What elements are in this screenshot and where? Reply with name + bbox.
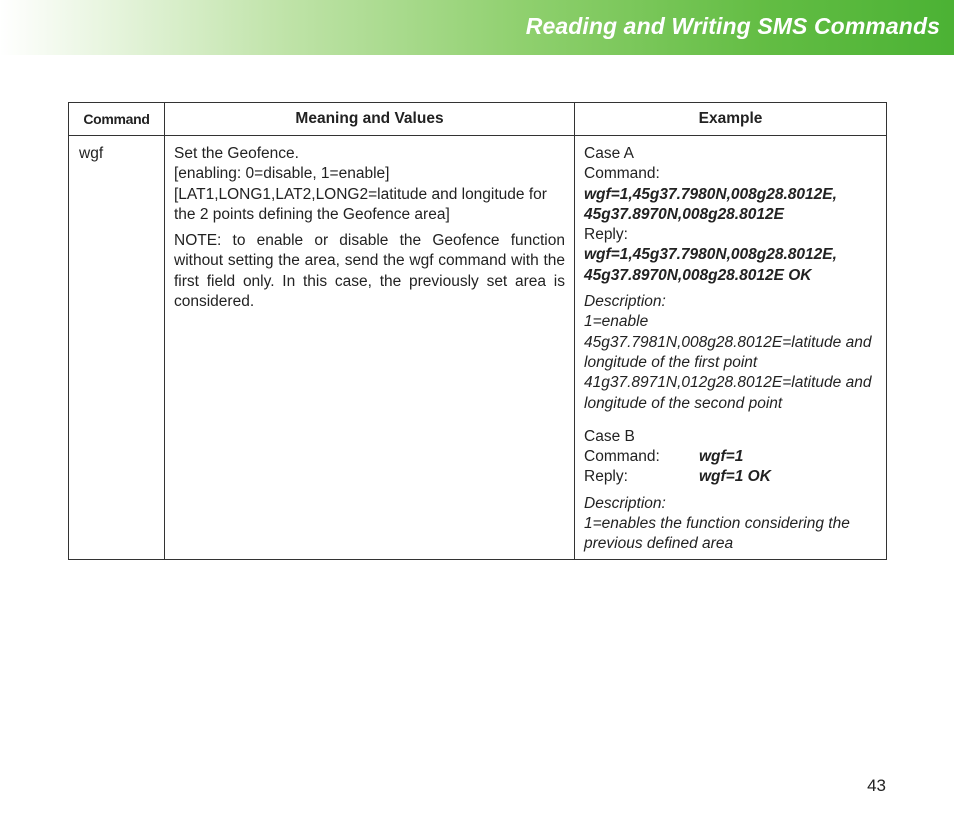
case-a-description: 1=enable xyxy=(584,313,649,331)
case-b-reply: wgf=1 OK xyxy=(699,468,771,486)
case-b-reply-row xyxy=(584,467,877,487)
case-a-reply: wgf=1,45g37.7980N,008g28.8012E, xyxy=(584,246,837,264)
table-header-row xyxy=(69,103,887,136)
case-a-description: 45g37.7981N,008g28.8012E=latitude and longitude of the first point xyxy=(584,333,872,371)
command-table xyxy=(68,102,887,560)
case-b xyxy=(584,427,877,555)
case-b-description-label: Description: xyxy=(584,494,666,512)
case-b-title: Case B xyxy=(584,427,635,445)
case-a-command: wgf=1,45g37.7980N,008g28.8012E, xyxy=(584,185,837,203)
case-a-description-label: Description: xyxy=(584,293,666,311)
meaning-line: [LAT1,LONG1,LAT2,LONG2=latitude and longitude for the 2 points defining the Geofence area] xyxy=(174,185,547,223)
case-a xyxy=(584,144,877,414)
case-b-reply-label: Reply: xyxy=(584,468,628,486)
case-b-description: 1=enables the function considering the previous defined area xyxy=(584,515,850,553)
case-a-command-label: Command: xyxy=(584,165,660,183)
case-a-description: 41g37.8971N,012g28.8012E=latitude and longitude of the second point xyxy=(584,374,872,412)
case-b-command-label: Command: xyxy=(584,448,660,466)
case-a-reply-label: Reply: xyxy=(584,226,628,244)
case-b-command-row xyxy=(584,447,877,467)
column-header-command: Command xyxy=(69,103,165,136)
page-title: Reading and Writing SMS Commands xyxy=(525,13,940,39)
case-a-reply: 45g37.8970N,008g28.8012E OK xyxy=(584,266,812,284)
column-header-meaning: Meaning and Values xyxy=(165,103,575,136)
case-a-command: 45g37.8970N,008g28.8012E xyxy=(584,205,784,223)
table-row xyxy=(69,136,887,560)
meaning-line: [enabling: 0=disable, 1=enable] xyxy=(174,165,390,183)
meaning-cell xyxy=(165,136,575,560)
page-number: 43 xyxy=(867,776,886,795)
meaning-note: NOTE: to enable or disable the Geofence function without setting the area, send the wgf command with the first field only. In this case, the previously set area is considered. xyxy=(174,232,565,311)
command-cell: wgf xyxy=(69,136,165,560)
case-b-command: wgf=1 xyxy=(699,448,744,466)
column-header-example: Example xyxy=(575,103,887,136)
case-a-title: Case A xyxy=(584,145,634,162)
example-cell xyxy=(575,136,887,560)
header-band xyxy=(0,0,954,55)
meaning-line: Set the Geofence. xyxy=(174,145,299,162)
